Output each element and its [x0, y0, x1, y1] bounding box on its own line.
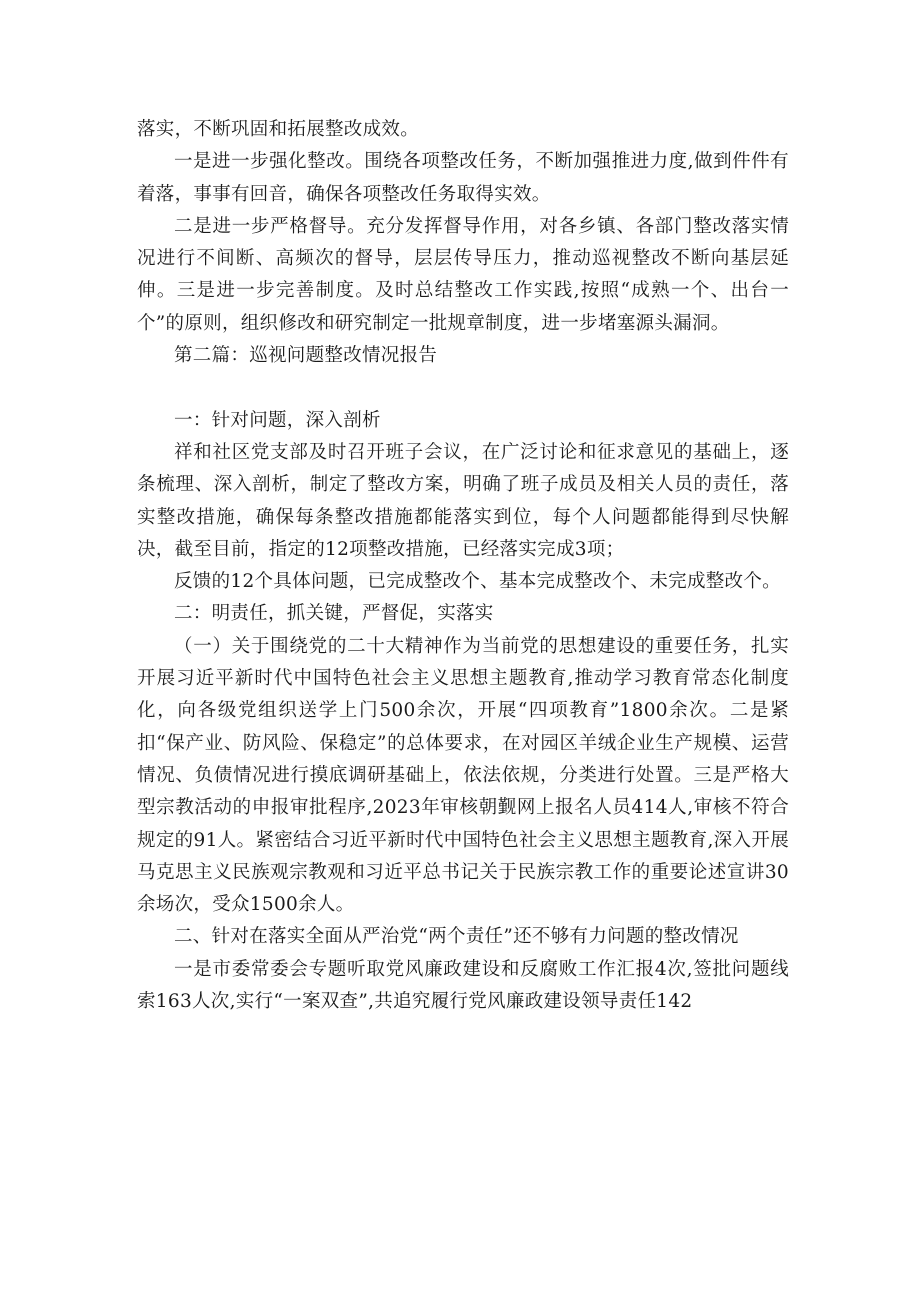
paragraph-continuation: 落实，不断巩固和拓展整改成效。 — [137, 119, 420, 140]
paragraph-branch-meeting: 祥和社区党支部及时召开班子会议，在广泛讨论和征求意见的基础上，逐条梳理、深入剖析，制定了整改方案，明确了班子成员及相关人员的责任，落实整改措施，确保每条整改措施都能落实到位，每个人问题都能得到尽快解决，截至目前，指定的12项整改措施，已经落实完成3项； — [137, 441, 789, 560]
blank-line — [137, 372, 789, 404]
section-title-part-two: 第二篇：巡视问题整改情况报告 — [174, 345, 438, 367]
heading-analysis: 一：针对问题，深入剖析 — [174, 409, 381, 431]
heading-responsibility: 二：明责任，抓关键，严督促，实落实 — [174, 603, 494, 625]
paragraph-ideological-building: （一）关于围绕党的二十大精神作为当前党的思想建设的重要任务，扎实开展习近平新时代中国特色社会主义思想主题教育,推动学习教育常态化制度化，向各级党组织送学上门500余次，开展“四项教育”1800余次。二是紧扣“保产业、防风险、保稳定”的总体要求，在对园区羊绒企业生产规模、运营情况、负债情况进行摸底调研基础上，依法依规，分类进行处置。三是严格大型宗教活动的申报审批程序,2023年审核朝觐网上报名人员414人,审核不符合规定的91人。紧密结合习近平新时代中国特色社会主义思想主题教育,深入开展马克思主义民族观宗教观和习近平总书记关于民族宗教工作的重要论述宣讲30余场次，受众1500余人。 — [137, 635, 789, 916]
paragraph-feedback-issues: 反馈的12个具体问题，已完成整改个、基本完成整改个、未完成整改个。 — [174, 571, 781, 593]
paragraph-standing-committee: 一是市委常委会专题听取党风廉政建设和反腐败工作汇报4次,签批问题线索163人次,实行“一案双查”,共追究履行党风廉政建设领导责任142 — [137, 958, 789, 1013]
paragraph-strict-supervision: 二是进一步严格督导。充分发挥督导作用，对各乡镇、各部门整改落实情况进行不间断、高频次的督导，层层传导压力，推动巡视整改不断向基层延伸。三是进一步完善制度。及时总结整改工作实践,按照“成熟一个、出台一个”的原则，组织修改和研究制定一批规章制度，进一步堵塞源头漏洞。 — [137, 215, 789, 334]
paragraph-strengthen-rectification: 一是进一步强化整改。围绕各项整改任务，不断加强推进力度,做到件件有着落，事事有回音，确保各项整改任务取得实效。 — [137, 151, 789, 205]
document-body — [137, 114, 789, 1018]
heading-two-responsibilities: 二、针对在落实全面从严治党“两个责任”还不够有力问题的整改情况 — [174, 926, 739, 948]
